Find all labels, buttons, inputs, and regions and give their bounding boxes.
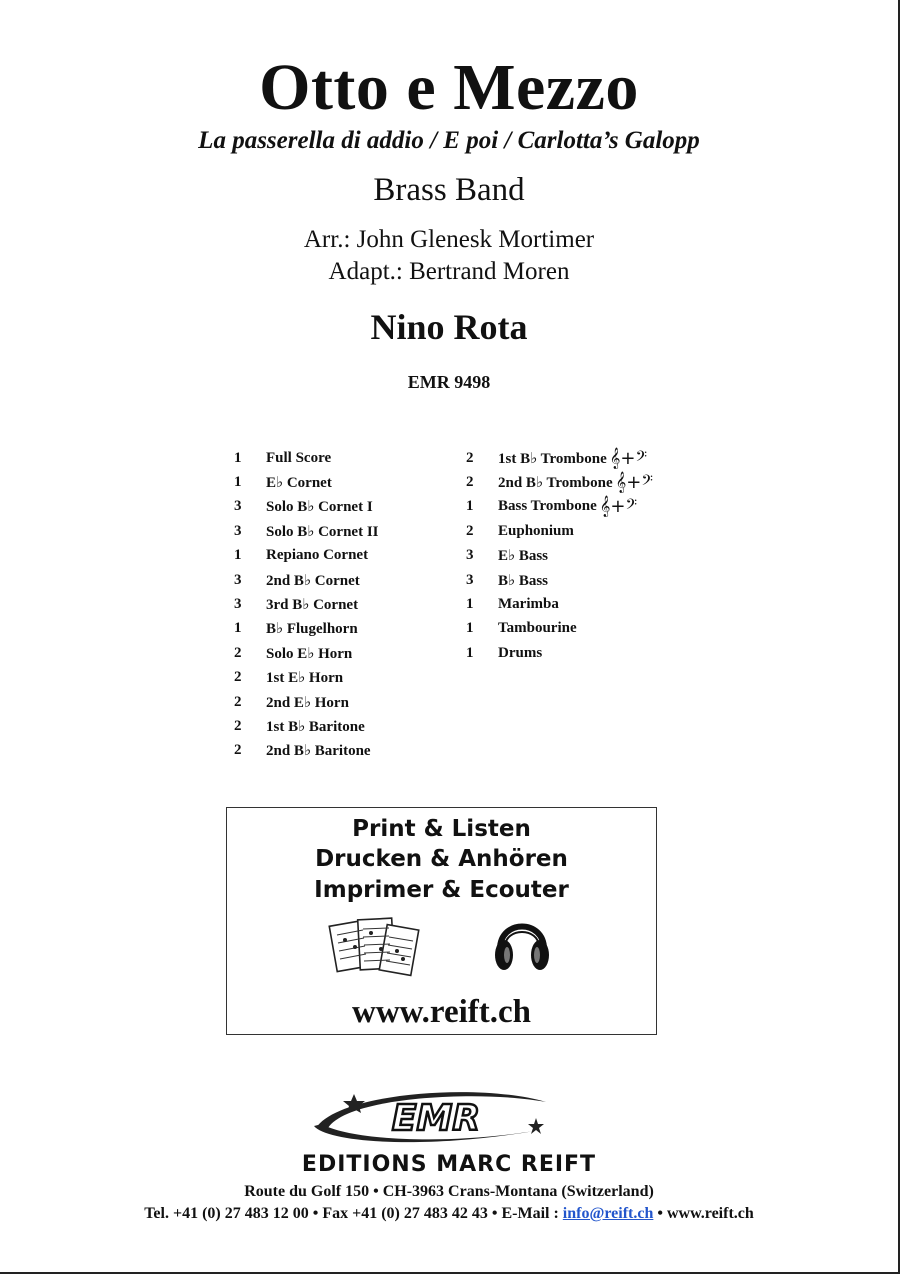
part-name: 1st B♭ Baritone xyxy=(266,718,365,735)
part-quantity: 3 xyxy=(466,571,474,588)
part-row xyxy=(466,641,653,665)
piece-title: Otto e Mezzo xyxy=(259,51,639,124)
part-quantity: 3 xyxy=(234,522,242,539)
part-quantity: 3 xyxy=(234,596,242,613)
part-name: 3rd B♭ Cornet xyxy=(266,597,359,614)
print-listen-box xyxy=(226,807,657,1035)
part-name: 1st B♭ Trombone xyxy=(498,450,607,467)
part-name: Repiano Cornet xyxy=(266,547,369,564)
part-row xyxy=(466,519,653,543)
part-row xyxy=(466,568,653,592)
part-row xyxy=(234,470,379,494)
part-name: E♭ Cornet xyxy=(266,475,332,492)
promo-line-drucken: Drucken & Anhören xyxy=(315,846,568,872)
part-name: Solo B♭ Cornet I xyxy=(266,499,373,516)
part-row xyxy=(466,544,653,568)
part-row xyxy=(234,544,379,568)
part-row xyxy=(234,446,379,470)
logo-text: EMR xyxy=(391,1098,481,1139)
contact-website: • www.reift.ch xyxy=(653,1205,754,1222)
part-quantity: 2 xyxy=(234,669,242,686)
part-name: B♭ Flugelhorn xyxy=(266,621,358,638)
part-name: 2nd B♭ Cornet xyxy=(266,572,360,589)
part-name: Euphonium xyxy=(498,522,574,539)
part-row xyxy=(466,470,653,494)
clef-icon: 𝄞+𝄢 xyxy=(609,447,648,469)
sheet-music-icon xyxy=(327,913,423,983)
email-link[interactable]: info@reift.ch xyxy=(562,1205,654,1222)
part-quantity: 2 xyxy=(466,474,474,491)
part-name: 1st E♭ Horn xyxy=(266,670,344,687)
part-row xyxy=(234,519,379,543)
part-row xyxy=(466,446,653,470)
part-quantity: 3 xyxy=(234,498,242,515)
part-quantity: 3 xyxy=(466,547,474,564)
part-name: Drums xyxy=(498,644,543,661)
part-name: 2nd B♭ Trombone xyxy=(498,475,613,492)
part-name: Bass Trombone xyxy=(498,498,597,515)
part-row xyxy=(234,592,379,616)
headphones-icon xyxy=(492,911,552,975)
clef-icon: 𝄞+𝄢 xyxy=(615,472,653,494)
part-row xyxy=(234,641,379,665)
part-row xyxy=(234,714,379,738)
part-row xyxy=(466,617,653,641)
part-quantity: 2 xyxy=(234,693,242,710)
catalog-number: EMR 9498 xyxy=(407,372,491,392)
part-quantity: 1 xyxy=(234,474,242,491)
contact-line xyxy=(0,1205,898,1223)
part-name: Tambourine xyxy=(498,620,577,637)
part-row xyxy=(466,495,653,519)
parts-list-right xyxy=(466,446,653,666)
part-row xyxy=(466,592,653,616)
part-quantity: 1 xyxy=(466,596,474,613)
part-quantity: 2 xyxy=(466,522,474,539)
part-quantity: 2 xyxy=(466,449,474,466)
part-name: Marimba xyxy=(498,596,559,613)
part-name: Solo E♭ Horn xyxy=(266,645,353,662)
part-name: B♭ Bass xyxy=(498,572,549,589)
composer-name: Nino Rota xyxy=(370,307,528,347)
part-quantity: 2 xyxy=(234,717,242,734)
part-name: Full Score xyxy=(266,449,332,466)
part-quantity: 1 xyxy=(466,644,474,661)
adapter-credit: Adapt.: Bertrand Moren xyxy=(328,258,570,285)
ensemble-label: Brass Band xyxy=(373,172,525,208)
part-quantity: 2 xyxy=(234,742,242,759)
part-row xyxy=(234,495,379,519)
contact-phone-fax: Tel. +41 (0) 27 483 12 00 • Fax +41 (0) 27 483 42 43 • E-Mail : xyxy=(144,1205,563,1222)
part-name: Solo B♭ Cornet II xyxy=(266,523,379,540)
part-quantity: 3 xyxy=(234,571,242,588)
part-name: E♭ Bass xyxy=(498,548,549,565)
arranger-credit: Arr.: John Glenesk Mortimer xyxy=(303,226,595,253)
part-row xyxy=(234,568,379,592)
publisher-address: Route du Golf 150 • CH-3963 Crans-Montana (Switzerland) xyxy=(244,1183,654,1200)
clef-icon: 𝄞+𝄢 xyxy=(599,496,638,518)
promo-website: www.reift.ch xyxy=(351,994,532,1030)
part-name: 2nd B♭ Baritone xyxy=(266,743,371,760)
part-row xyxy=(234,690,379,714)
part-quantity: 1 xyxy=(234,449,242,466)
part-row xyxy=(234,666,379,690)
parts-list-left xyxy=(234,446,379,763)
emr-logo xyxy=(308,1088,558,1150)
promo-line-imprimer: Imprimer & Ecouter xyxy=(314,877,569,903)
publisher-name: EDITIONS MARC REIFT xyxy=(301,1152,597,1177)
part-quantity: 1 xyxy=(466,498,474,515)
part-row xyxy=(234,617,379,641)
part-name: 2nd E♭ Horn xyxy=(266,694,349,711)
promo-line-print-listen: Print & Listen xyxy=(352,816,531,842)
part-quantity: 2 xyxy=(234,644,242,661)
part-quantity: 1 xyxy=(234,547,242,564)
part-row xyxy=(234,739,379,763)
part-quantity: 1 xyxy=(234,620,242,637)
part-quantity: 1 xyxy=(466,620,474,637)
piece-subtitle: La passerella di addio / E poi / Carlotta’s Galopp xyxy=(198,127,700,154)
